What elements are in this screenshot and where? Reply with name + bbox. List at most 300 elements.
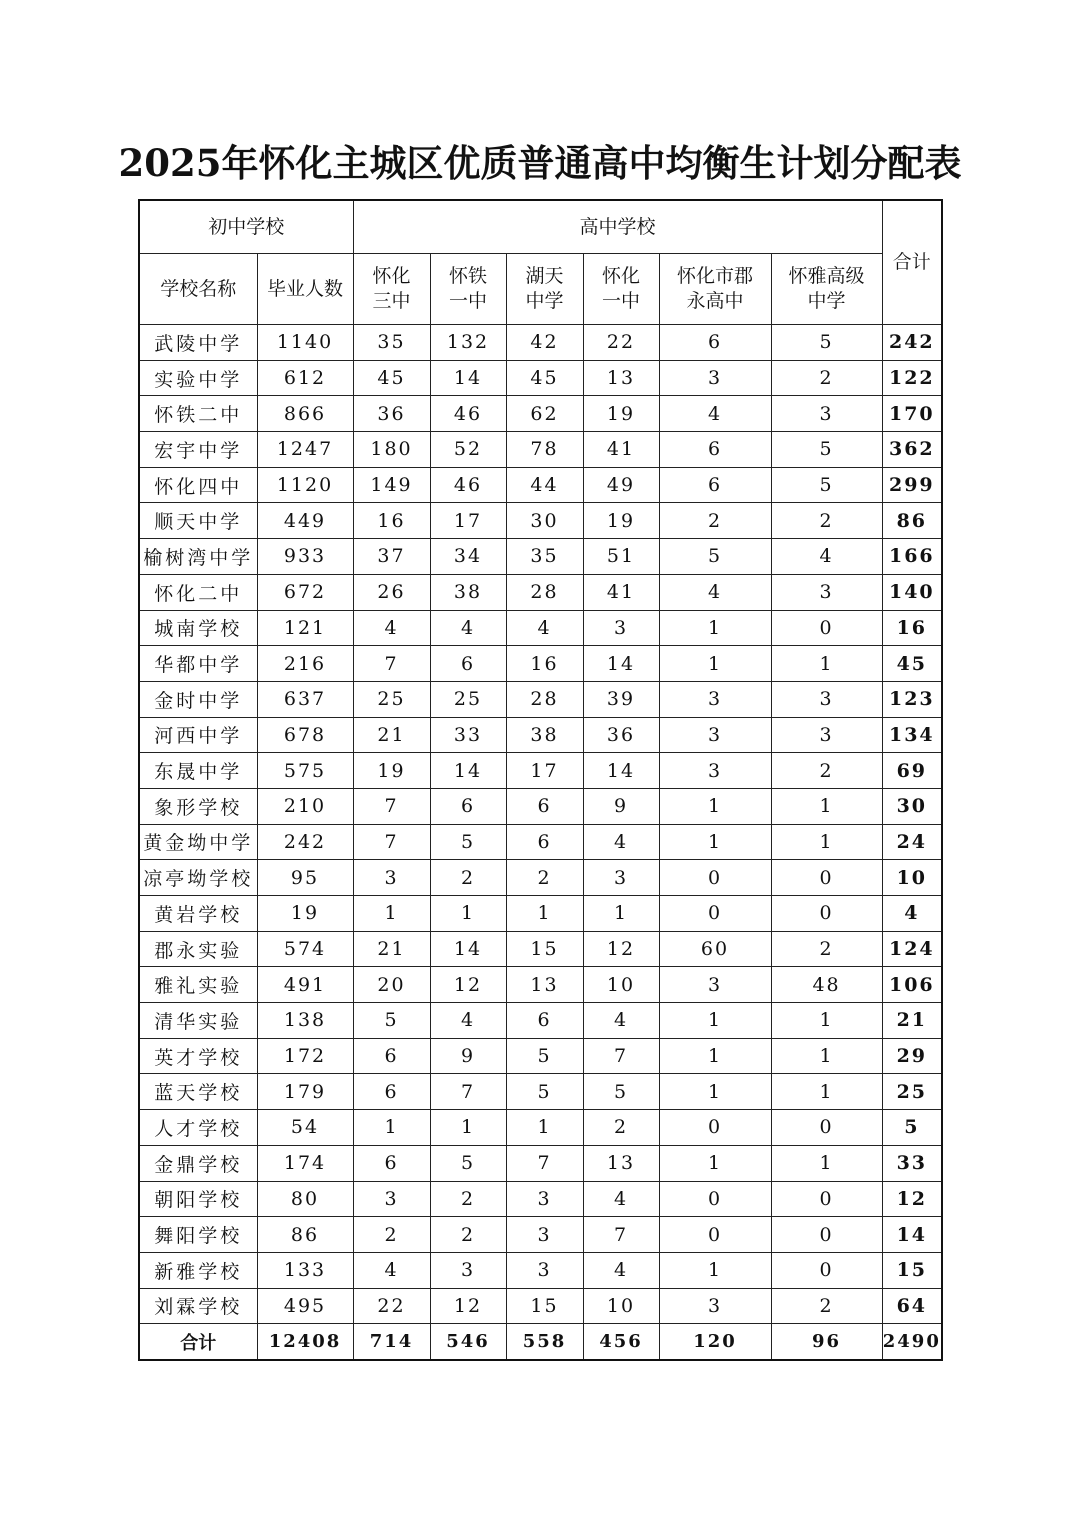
hs3-cell: 3 xyxy=(506,1252,583,1288)
hs1-cell: 20 xyxy=(353,967,430,1003)
table-row xyxy=(139,1110,942,1146)
hs2-cell: 132 xyxy=(430,325,506,361)
row-total-cell: 45 xyxy=(882,646,942,682)
hs2-cell: 14 xyxy=(430,753,506,789)
hs6-cell: 48 xyxy=(771,967,882,1003)
hs3-cell: 6 xyxy=(506,824,583,860)
totals-hs1-cell: 714 xyxy=(353,1324,430,1361)
school-name-cell: 城南学校 xyxy=(139,610,257,646)
hs3-cell: 7 xyxy=(506,1145,583,1181)
hs1-header-line1: 怀化 xyxy=(372,265,411,287)
hs6-cell: 5 xyxy=(771,467,882,503)
hs1-header-line2: 三中 xyxy=(372,290,411,312)
graduates-cell: 495 xyxy=(257,1288,353,1324)
school-name-cell: 刘霖学校 xyxy=(139,1288,257,1324)
hs5-cell: 4 xyxy=(659,396,771,432)
hs3-cell: 42 xyxy=(506,325,583,361)
hs1-cell: 22 xyxy=(353,1288,430,1324)
hs1-cell: 26 xyxy=(353,574,430,610)
hs1-cell: 1 xyxy=(353,896,430,932)
hs4-cell: 13 xyxy=(583,360,659,396)
hs6-cell: 3 xyxy=(771,717,882,753)
hs6-cell: 1 xyxy=(771,824,882,860)
graduates-cell: 242 xyxy=(257,824,353,860)
table-row xyxy=(139,432,942,468)
hs3-cell: 15 xyxy=(506,931,583,967)
hs2-cell: 14 xyxy=(430,931,506,967)
hs5-cell: 6 xyxy=(659,467,771,503)
hs1-cell: 3 xyxy=(353,1181,430,1217)
hs4-header xyxy=(583,254,659,325)
hs1-cell: 7 xyxy=(353,646,430,682)
hs6-cell: 3 xyxy=(771,681,882,717)
totals-row xyxy=(139,1324,942,1361)
graduates-cell: 678 xyxy=(257,717,353,753)
school-name-cell: 金时中学 xyxy=(139,681,257,717)
school-name-cell: 人才学校 xyxy=(139,1110,257,1146)
school-name-cell: 雅礼实验 xyxy=(139,967,257,1003)
hs3-cell: 44 xyxy=(506,467,583,503)
graduates-cell: 1120 xyxy=(257,467,353,503)
row-total-cell: 14 xyxy=(882,1217,942,1253)
hs1-cell: 6 xyxy=(353,1038,430,1074)
table-row xyxy=(139,503,942,539)
junior-school-group-header: 初中学校 xyxy=(139,200,353,254)
totals-hs3-cell: 558 xyxy=(506,1324,583,1361)
row-total-cell: 64 xyxy=(882,1288,942,1324)
hs6-cell: 2 xyxy=(771,753,882,789)
hs2-cell: 52 xyxy=(430,432,506,468)
row-total-cell: 12 xyxy=(882,1181,942,1217)
row-total-cell: 25 xyxy=(882,1074,942,1110)
graduates-cell: 449 xyxy=(257,503,353,539)
graduates-cell: 54 xyxy=(257,1110,353,1146)
hs4-cell: 36 xyxy=(583,717,659,753)
hs3-cell: 17 xyxy=(506,753,583,789)
hs4-cell: 9 xyxy=(583,788,659,824)
hs1-cell: 180 xyxy=(353,432,430,468)
hs1-cell: 19 xyxy=(353,753,430,789)
hs1-cell: 149 xyxy=(353,467,430,503)
school-name-cell: 黄金坳中学 xyxy=(139,824,257,860)
header-row-groups xyxy=(139,200,942,254)
totals-hs5-cell: 120 xyxy=(659,1324,771,1361)
table-row xyxy=(139,467,942,503)
hs3-cell: 3 xyxy=(506,1181,583,1217)
hs2-header xyxy=(430,254,506,325)
totals-graduates-cell: 12408 xyxy=(257,1324,353,1361)
hs6-cell: 4 xyxy=(771,539,882,575)
table-row xyxy=(139,1217,942,1253)
graduates-cell: 210 xyxy=(257,788,353,824)
hs4-cell: 14 xyxy=(583,646,659,682)
school-name-cell: 华都中学 xyxy=(139,646,257,682)
hs6-cell: 1 xyxy=(771,1003,882,1039)
graduates-cell: 19 xyxy=(257,896,353,932)
hs1-cell: 7 xyxy=(353,788,430,824)
graduates-cell: 80 xyxy=(257,1181,353,1217)
hs3-cell: 15 xyxy=(506,1288,583,1324)
school-name-cell: 凉亭坳学校 xyxy=(139,860,257,896)
senior-school-group-header: 高中学校 xyxy=(353,200,882,254)
hs3-cell: 45 xyxy=(506,360,583,396)
hs4-cell: 19 xyxy=(583,396,659,432)
school-name-cell: 新雅学校 xyxy=(139,1252,257,1288)
page-title: 2025年怀化主城区优质普通高中均衡生计划分配表 xyxy=(118,141,962,185)
hs5-cell: 0 xyxy=(659,860,771,896)
table-row xyxy=(139,1145,942,1181)
hs2-header-line1: 怀铁 xyxy=(449,265,488,287)
hs5-header xyxy=(659,254,771,325)
hs3-cell: 2 xyxy=(506,860,583,896)
table-row xyxy=(139,1038,942,1074)
hs4-cell: 7 xyxy=(583,1038,659,1074)
hs3-cell: 6 xyxy=(506,788,583,824)
hs2-cell: 4 xyxy=(430,1003,506,1039)
graduates-cell: 138 xyxy=(257,1003,353,1039)
hs4-cell: 22 xyxy=(583,325,659,361)
table-row xyxy=(139,1181,942,1217)
table-row xyxy=(139,646,942,682)
hs3-cell: 62 xyxy=(506,396,583,432)
hs2-cell: 7 xyxy=(430,1074,506,1110)
hs2-header-line2: 一中 xyxy=(449,290,488,312)
hs1-cell: 1 xyxy=(353,1110,430,1146)
hs2-cell: 1 xyxy=(430,1110,506,1146)
row-total-cell: 166 xyxy=(882,539,942,575)
hs4-cell: 41 xyxy=(583,574,659,610)
hs5-cell: 1 xyxy=(659,610,771,646)
hs1-cell: 2 xyxy=(353,1217,430,1253)
total-column-header: 合计 xyxy=(882,200,942,325)
row-total-cell: 134 xyxy=(882,717,942,753)
hs4-cell: 13 xyxy=(583,1145,659,1181)
hs1-cell: 4 xyxy=(353,1252,430,1288)
row-total-cell: 140 xyxy=(882,574,942,610)
school-name-cell: 朝阳学校 xyxy=(139,1181,257,1217)
hs6-cell: 0 xyxy=(771,1110,882,1146)
graduates-cell: 121 xyxy=(257,610,353,646)
hs1-cell: 6 xyxy=(353,1145,430,1181)
hs5-cell: 0 xyxy=(659,1110,771,1146)
hs1-cell: 35 xyxy=(353,325,430,361)
hs5-cell: 5 xyxy=(659,539,771,575)
row-total-cell: 21 xyxy=(882,1003,942,1039)
graduates-cell: 179 xyxy=(257,1074,353,1110)
hs6-cell: 1 xyxy=(771,1038,882,1074)
school-name-header: 学校名称 xyxy=(139,254,257,325)
hs4-cell: 12 xyxy=(583,931,659,967)
hs2-cell: 46 xyxy=(430,467,506,503)
graduates-cell: 1247 xyxy=(257,432,353,468)
school-name-cell: 宏宇中学 xyxy=(139,432,257,468)
hs1-cell: 21 xyxy=(353,931,430,967)
header-row-columns xyxy=(139,254,942,325)
school-name-cell: 东晟中学 xyxy=(139,753,257,789)
row-total-cell: 86 xyxy=(882,503,942,539)
hs6-cell: 1 xyxy=(771,1074,882,1110)
table-row xyxy=(139,681,942,717)
table-row xyxy=(139,753,942,789)
table-row xyxy=(139,860,942,896)
hs2-cell: 3 xyxy=(430,1252,506,1288)
hs5-cell: 0 xyxy=(659,896,771,932)
hs6-cell: 0 xyxy=(771,610,882,646)
hs3-header-line2: 中学 xyxy=(525,290,564,312)
hs4-cell: 4 xyxy=(583,824,659,860)
hs6-cell: 0 xyxy=(771,1252,882,1288)
hs6-cell: 2 xyxy=(771,503,882,539)
hs3-cell: 16 xyxy=(506,646,583,682)
hs2-cell: 46 xyxy=(430,396,506,432)
hs5-cell: 2 xyxy=(659,503,771,539)
row-total-cell: 69 xyxy=(882,753,942,789)
table-row xyxy=(139,931,942,967)
grand-total-cell: 2490 xyxy=(882,1324,942,1361)
hs5-cell: 60 xyxy=(659,931,771,967)
row-total-cell: 16 xyxy=(882,610,942,646)
hs2-cell: 2 xyxy=(430,1217,506,1253)
hs2-cell: 17 xyxy=(430,503,506,539)
school-name-cell: 清华实验 xyxy=(139,1003,257,1039)
row-total-cell: 29 xyxy=(882,1038,942,1074)
row-total-cell: 30 xyxy=(882,788,942,824)
hs5-cell: 0 xyxy=(659,1217,771,1253)
row-total-cell: 124 xyxy=(882,931,942,967)
hs2-cell: 6 xyxy=(430,788,506,824)
hs5-cell: 3 xyxy=(659,1288,771,1324)
hs3-cell: 28 xyxy=(506,574,583,610)
hs5-cell: 1 xyxy=(659,1145,771,1181)
hs2-cell: 5 xyxy=(430,1145,506,1181)
hs4-cell: 39 xyxy=(583,681,659,717)
school-name-cell: 武陵中学 xyxy=(139,325,257,361)
hs6-cell: 0 xyxy=(771,1217,882,1253)
hs1-cell: 36 xyxy=(353,396,430,432)
hs5-cell: 1 xyxy=(659,824,771,860)
hs3-header-line1: 湖天 xyxy=(525,265,564,287)
hs5-cell: 1 xyxy=(659,1038,771,1074)
hs6-cell: 3 xyxy=(771,396,882,432)
row-total-cell: 5 xyxy=(882,1110,942,1146)
hs4-cell: 3 xyxy=(583,610,659,646)
allocation-table xyxy=(138,199,943,1361)
table-row xyxy=(139,1288,942,1324)
graduates-cell: 216 xyxy=(257,646,353,682)
hs5-header-line2: 永高中 xyxy=(686,290,744,312)
row-total-cell: 362 xyxy=(882,432,942,468)
hs3-cell: 1 xyxy=(506,1110,583,1146)
hs5-cell: 1 xyxy=(659,1074,771,1110)
graduates-cell: 574 xyxy=(257,931,353,967)
hs4-cell: 3 xyxy=(583,860,659,896)
hs3-cell: 4 xyxy=(506,610,583,646)
table-row xyxy=(139,717,942,753)
hs6-header-line1: 怀雅高级 xyxy=(788,265,865,287)
hs5-cell: 0 xyxy=(659,1181,771,1217)
table-row xyxy=(139,788,942,824)
hs2-cell: 12 xyxy=(430,967,506,1003)
hs3-cell: 35 xyxy=(506,539,583,575)
school-name-cell: 郡永实验 xyxy=(139,931,257,967)
hs5-header-line1: 怀化市郡 xyxy=(677,265,754,287)
hs4-cell: 19 xyxy=(583,503,659,539)
hs3-cell: 13 xyxy=(506,967,583,1003)
row-total-cell: 170 xyxy=(882,396,942,432)
hs6-cell: 0 xyxy=(771,1181,882,1217)
hs5-cell: 1 xyxy=(659,788,771,824)
hs4-cell: 4 xyxy=(583,1252,659,1288)
row-total-cell: 15 xyxy=(882,1252,942,1288)
school-name-cell: 蓝天学校 xyxy=(139,1074,257,1110)
hs6-cell: 2 xyxy=(771,360,882,396)
hs2-cell: 5 xyxy=(430,824,506,860)
hs3-cell: 3 xyxy=(506,1217,583,1253)
hs5-cell: 6 xyxy=(659,325,771,361)
hs5-cell: 4 xyxy=(659,574,771,610)
table-row xyxy=(139,824,942,860)
table-row xyxy=(139,896,942,932)
hs4-cell: 4 xyxy=(583,1181,659,1217)
hs3-cell: 78 xyxy=(506,432,583,468)
hs6-cell: 2 xyxy=(771,931,882,967)
hs6-cell: 5 xyxy=(771,432,882,468)
graduates-cell: 86 xyxy=(257,1217,353,1253)
table-row xyxy=(139,967,942,1003)
graduates-cell: 575 xyxy=(257,753,353,789)
school-name-cell: 怀铁二中 xyxy=(139,396,257,432)
hs2-cell: 9 xyxy=(430,1038,506,1074)
row-total-cell: 24 xyxy=(882,824,942,860)
school-name-cell: 舞阳学校 xyxy=(139,1217,257,1253)
school-name-cell: 英才学校 xyxy=(139,1038,257,1074)
graduates-cell: 95 xyxy=(257,860,353,896)
row-total-cell: 106 xyxy=(882,967,942,1003)
graduates-cell: 672 xyxy=(257,574,353,610)
graduates-cell: 491 xyxy=(257,967,353,1003)
hs1-cell: 5 xyxy=(353,1003,430,1039)
row-total-cell: 299 xyxy=(882,467,942,503)
table-row xyxy=(139,539,942,575)
school-name-cell: 实验中学 xyxy=(139,360,257,396)
hs1-cell: 25 xyxy=(353,681,430,717)
hs1-cell: 7 xyxy=(353,824,430,860)
totals-hs6-cell: 96 xyxy=(771,1324,882,1361)
table-row xyxy=(139,1252,942,1288)
hs2-cell: 25 xyxy=(430,681,506,717)
hs5-cell: 3 xyxy=(659,681,771,717)
hs2-cell: 14 xyxy=(430,360,506,396)
totals-hs2-cell: 546 xyxy=(430,1324,506,1361)
graduates-cell: 933 xyxy=(257,539,353,575)
row-total-cell: 122 xyxy=(882,360,942,396)
table-row xyxy=(139,360,942,396)
hs2-cell: 2 xyxy=(430,1181,506,1217)
hs3-cell: 28 xyxy=(506,681,583,717)
hs1-cell: 45 xyxy=(353,360,430,396)
hs6-cell: 3 xyxy=(771,574,882,610)
hs5-cell: 3 xyxy=(659,360,771,396)
hs1-cell: 16 xyxy=(353,503,430,539)
graduates-header: 毕业人数 xyxy=(257,254,353,325)
hs4-cell: 41 xyxy=(583,432,659,468)
table-row xyxy=(139,325,942,361)
hs5-cell: 3 xyxy=(659,967,771,1003)
graduates-cell: 866 xyxy=(257,396,353,432)
row-total-cell: 4 xyxy=(882,896,942,932)
hs6-header-line2: 中学 xyxy=(807,290,846,312)
hs3-cell: 30 xyxy=(506,503,583,539)
hs4-cell: 2 xyxy=(583,1110,659,1146)
hs2-cell: 6 xyxy=(430,646,506,682)
table-row xyxy=(139,1003,942,1039)
table-row xyxy=(139,574,942,610)
school-name-cell: 象形学校 xyxy=(139,788,257,824)
school-name-cell: 金鼎学校 xyxy=(139,1145,257,1181)
graduates-cell: 172 xyxy=(257,1038,353,1074)
hs4-cell: 5 xyxy=(583,1074,659,1110)
hs1-cell: 37 xyxy=(353,539,430,575)
graduates-cell: 174 xyxy=(257,1145,353,1181)
table-row xyxy=(139,610,942,646)
hs2-cell: 12 xyxy=(430,1288,506,1324)
hs4-cell: 7 xyxy=(583,1217,659,1253)
hs5-cell: 1 xyxy=(659,646,771,682)
graduates-cell: 1140 xyxy=(257,325,353,361)
hs3-cell: 5 xyxy=(506,1038,583,1074)
graduates-cell: 612 xyxy=(257,360,353,396)
totals-label: 合计 xyxy=(139,1324,257,1361)
hs4-cell: 49 xyxy=(583,467,659,503)
row-total-cell: 33 xyxy=(882,1145,942,1181)
school-name-cell: 榆树湾中学 xyxy=(139,539,257,575)
hs6-cell: 0 xyxy=(771,896,882,932)
hs6-cell: 1 xyxy=(771,788,882,824)
hs1-header xyxy=(353,254,430,325)
hs2-cell: 38 xyxy=(430,574,506,610)
hs6-header xyxy=(771,254,882,325)
graduates-cell: 133 xyxy=(257,1252,353,1288)
hs5-cell: 3 xyxy=(659,753,771,789)
hs4-cell: 14 xyxy=(583,753,659,789)
hs4-header-line2: 一中 xyxy=(602,290,641,312)
hs5-cell: 6 xyxy=(659,432,771,468)
hs4-header-line1: 怀化 xyxy=(602,265,641,287)
hs6-cell: 2 xyxy=(771,1288,882,1324)
table-row xyxy=(139,1074,942,1110)
school-name-cell: 怀化二中 xyxy=(139,574,257,610)
hs3-cell: 38 xyxy=(506,717,583,753)
hs6-cell: 1 xyxy=(771,646,882,682)
hs6-cell: 1 xyxy=(771,1145,882,1181)
hs4-cell: 10 xyxy=(583,967,659,1003)
school-name-cell: 顺天中学 xyxy=(139,503,257,539)
hs4-cell: 4 xyxy=(583,1003,659,1039)
hs5-cell: 3 xyxy=(659,717,771,753)
hs2-cell: 33 xyxy=(430,717,506,753)
school-name-cell: 河西中学 xyxy=(139,717,257,753)
hs4-cell: 51 xyxy=(583,539,659,575)
row-total-cell: 242 xyxy=(882,325,942,361)
hs5-cell: 1 xyxy=(659,1003,771,1039)
graduates-cell: 637 xyxy=(257,681,353,717)
school-name-cell: 怀化四中 xyxy=(139,467,257,503)
hs2-cell: 4 xyxy=(430,610,506,646)
hs4-cell: 10 xyxy=(583,1288,659,1324)
hs1-cell: 6 xyxy=(353,1074,430,1110)
hs1-cell: 3 xyxy=(353,860,430,896)
hs6-cell: 5 xyxy=(771,325,882,361)
